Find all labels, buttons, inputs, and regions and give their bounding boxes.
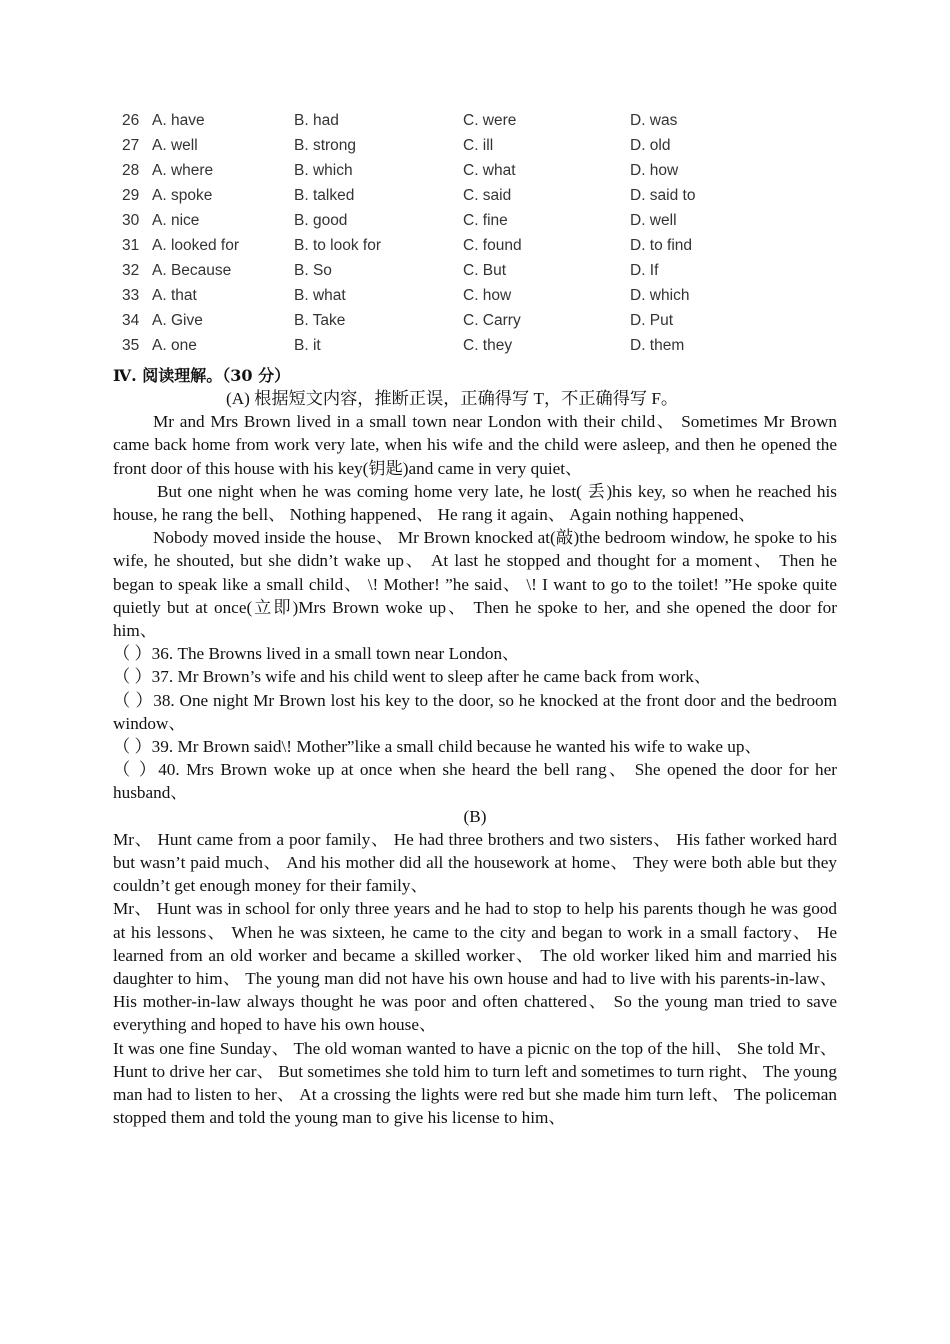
option-b: B. had [294,112,339,129]
question-number: 30 [122,212,140,229]
option-b: B. talked [294,187,355,204]
option-d: D. how [630,162,679,179]
option-c: C. ill [463,137,494,154]
option-d: D. to find [630,237,693,254]
option-d: D. was [630,112,678,129]
option-a: A. well [152,137,198,154]
option-b: B. good [294,212,348,229]
question-number: 27 [122,137,140,154]
question-number: 34 [122,312,140,329]
option-a: A. nice [152,212,200,229]
option-c: C. said [463,187,512,204]
passage-b-title: (B) [463,806,487,826]
option-c: C. how [463,287,512,304]
choice-row [113,137,837,162]
choice-row [113,237,837,262]
option-b: B. what [294,287,346,304]
option-d: D. which [630,287,690,304]
option-a: A. that [152,287,197,304]
true-false-question: （ ）40. Mrs Brown woke up at once when she heard the bell rang、 She opened the door for her husband、 [113,760,837,803]
option-c: C. what [463,162,516,179]
choice-row [113,312,837,337]
option-a: A. looked for [152,237,240,254]
choice-table [113,112,837,364]
option-a: A. one [152,337,197,354]
option-a: A. have [152,112,205,129]
choice-row [113,212,837,237]
passage-a-paragraph: Mr and Mrs Brown lived in a small town near London with their child、 Sometimes Mr Brown came back home from work very late, when his wife and the child were asleep, and then he opened the front door of this house with his key(钥匙)and came in very quiet、 [113,412,837,478]
option-c: C. were [463,112,517,129]
option-b: B. strong [294,137,357,154]
option-b: B. which [294,162,353,179]
question-number: 26 [122,112,140,129]
passage-a-paragraph: But one night when he was coming home very late, he lost( 丢)his key, so when he reached his house, he rang the bell、 Nothing happened、 He rang it again、 Again nothing happened、 [113,481,837,525]
option-b: B. So [294,262,332,279]
option-c: C. Carry [463,312,521,329]
option-c: C. they [463,337,513,354]
option-d: D. them [630,337,685,354]
reading-section [113,364,837,1130]
section-instruction: (A) 根据短文内容，推断正误，正确得写 T，不正确得写 F。 [226,389,679,408]
question-number: 32 [122,262,140,279]
option-d: D. well [630,212,677,229]
true-false-question: （ ）37. Mr Brown’s wife and his child went to sleep after he came back from work、 [113,667,712,687]
section-heading: Ⅳ. 阅读理解。（30 分） [113,366,291,385]
option-b: B. it [294,337,321,354]
option-b: B. Take [294,312,346,329]
passage-b-paragraph: Mr、 Hunt was in school for only three years and he had to stop to help his parents though he was good at his lessons、 When he was sixteen, he came to the city and began to work in a small factory、 He learned from an old worker and became a skilled worker、 The old worker liked him and married his daughter to him、 The young man did not have his own house and had to live with his parents-in-law、 His mother-in-law always thought he was poor and often chattered、 So the young man tried to save everything and hoped to have his own house、 [113,899,837,1035]
true-false-question: （ ）39. Mr Brown said\! Mother”like a small child because he wanted his wife to wake up、 [113,737,762,757]
choice-row [113,337,837,362]
option-c: C. But [463,262,507,279]
option-b: B. to look for [294,237,382,254]
page-content [113,112,837,1130]
question-number: 35 [122,337,140,354]
option-a: A. spoke [152,187,213,204]
option-d: D. old [630,137,671,154]
choice-row [113,162,837,187]
question-number: 29 [122,187,140,204]
option-d: D. If [630,262,659,279]
choice-row [113,112,837,137]
passage-b-paragraph: It was one fine Sunday、 The old woman wanted to have a picnic on the top of the hill、 She told Mr、 Hunt to drive her car、 But sometimes she told him to turn left and sometimes to turn right、 The young man had to listen to her、 At a crossing the lights were red but she made him turn left、 The policeman stopped them and told the young man to give his license to him、 [113,1038,837,1128]
true-false-question: （ ）38. One night Mr Brown lost his key to the door, so he knocked at the front door and the bedroom window、 [113,690,837,733]
question-number: 31 [122,237,140,254]
choice-row [113,187,837,212]
option-c: C. fine [463,212,508,229]
option-a: A. Give [152,312,203,329]
option-a: A. Because [152,262,232,279]
passage-b-paragraph: Mr、 Hunt came from a poor family、 He had three brothers and two sisters、 His father worked hard but wasn’t paid much、 And his mother did all the housework at home、 They were both able but they couldn’t get enough money for their family、 [113,829,837,896]
option-c: C. found [463,237,522,254]
choice-row [113,262,837,287]
choice-row [113,287,837,312]
option-d: D. Put [630,312,674,329]
question-number: 33 [122,287,140,304]
option-d: D. said to [630,187,696,204]
passage-a-paragraph: Nobody moved inside the house、 Mr Brown knocked at(敲)the bedroom window, he spoke to his wife, he shouted, but she didn’t wake up、 At last he stopped and thought for a moment、 Then he began to speak like a small child、 \! Mother! ”he said、 \! I want to go to the toilet! ”He spoke quite quietly but at once(立即)Mrs Brown woke up、 Then he spoke to her, and she opened the door for him、 [113,528,837,641]
option-a: A. where [152,162,214,179]
question-number: 28 [122,162,140,179]
true-false-question: （ ）36. The Browns lived in a small town near London、 [113,644,520,664]
